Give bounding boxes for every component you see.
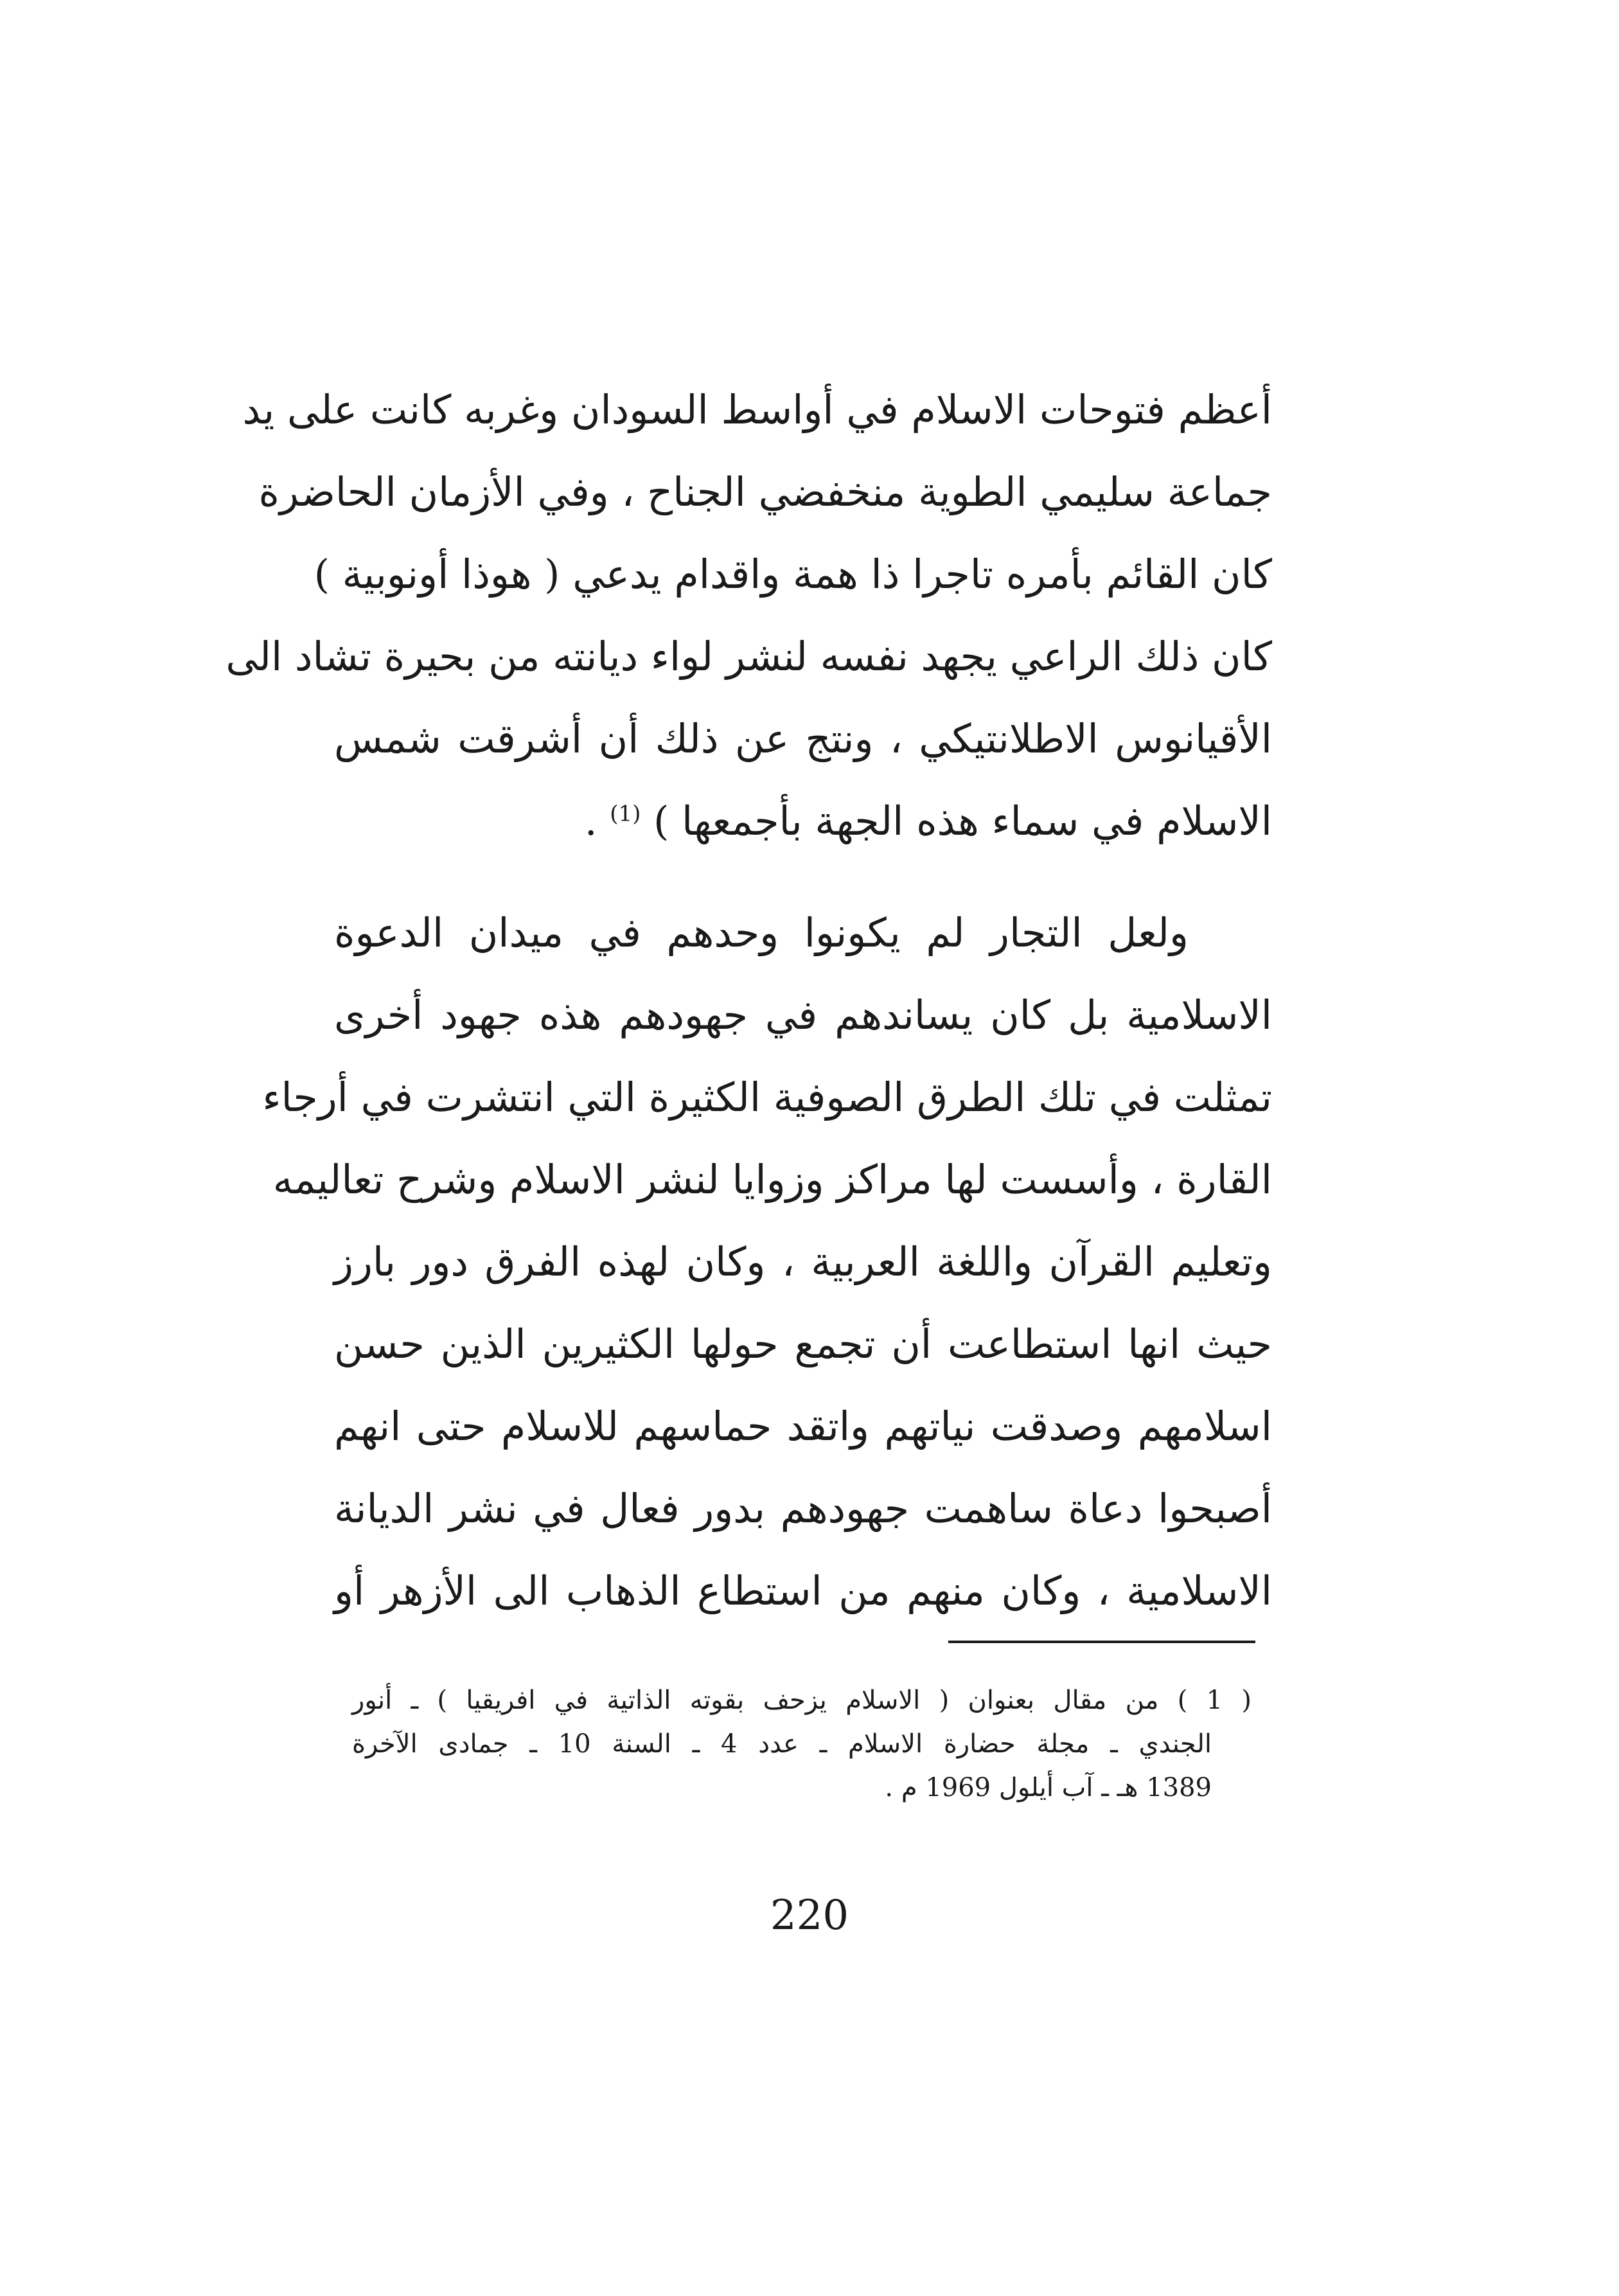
- paragraph-line-last: [334, 780, 1272, 862]
- paragraph-line: تمثلت في تلك الطرق الصوفية الكثيرة التي انتشرت في أرجاء: [262, 1074, 1272, 1121]
- paragraph-line: حيث انها استطاعت أن تجمع حولها الكثيرين الذين حسن: [334, 1321, 1272, 1367]
- footnote-reference: (1): [610, 801, 641, 827]
- paragraph-2: [262, 892, 1272, 1632]
- paragraph-line: القارة ، وأسست لها مراكز وزوايا لنشر الاسلام وشرح تعاليمه: [272, 1156, 1272, 1203]
- footnote-line: الجندي ـ مجلة حضارة الاسلام ـ عدد 4 ـ السنة 10 ـ جمادى الآخرة: [352, 1729, 1212, 1759]
- paragraph-line: كان القائم بأمره تاجرا ذا همة واقدام يدعي ( هوذا أونوبية ): [314, 551, 1272, 598]
- footnote-separator: [948, 1641, 1255, 1643]
- paragraph-line-text: الاسلام في سماء هذه الجهة بأجمعها ): [641, 797, 1272, 844]
- paragraph-line: الاسلامية بل كان يساندهم في جهودهم هذه جهود أخرى: [334, 992, 1272, 1038]
- paragraph-end-mark: .: [584, 797, 610, 844]
- paragraph-line: ولعل التجار لم يكونوا وحدهم في ميدان الدعوة: [334, 909, 1189, 956]
- paragraph-1: [226, 369, 1272, 862]
- paragraph-line: أعظم فتوحات الاسلام في أواسط السودان وغربه كانت على يد: [242, 386, 1272, 433]
- paragraph-line: الأقيانوس الاطلانتيكي ، ونتج عن ذلك أن أشرقت شمس: [334, 715, 1272, 762]
- paragraph-line: جماعة سليمي الطوية منخفضي الجناح ، وفي الأزمان الحاضرة: [258, 468, 1272, 515]
- paragraph-line: وتعليم القرآن واللغة العربية ، وكان لهذه الفرق دور بارز: [334, 1238, 1272, 1285]
- paragraph-line: أصبحوا دعاة ساهمت جهودهم بدور فعال في نشر الديانة: [334, 1485, 1272, 1532]
- paragraph-line: الاسلامية ، وكان منهم من استطاع الذهاب الى الأزهر أو: [334, 1567, 1272, 1614]
- paragraph-line: اسلامهم وصدقت نياتهم واتقد حماسهم للاسلام حتى انهم: [334, 1403, 1272, 1450]
- footnote: [352, 1678, 1252, 1810]
- footnote-line: 1389 هـ ـ آب أيلول 1969 م .: [885, 1773, 1212, 1802]
- paragraph-line: كان ذلك الراعي يجهد نفسه لنشر لواء ديانته من بحيرة تشاد الى: [226, 633, 1272, 680]
- footnote-line: ( 1 ) من مقال بعنوان ( الاسلام يزحف بقوته الذاتية في افريقيا ) ـ أنور: [352, 1686, 1252, 1715]
- page-number: 220: [770, 1892, 849, 1939]
